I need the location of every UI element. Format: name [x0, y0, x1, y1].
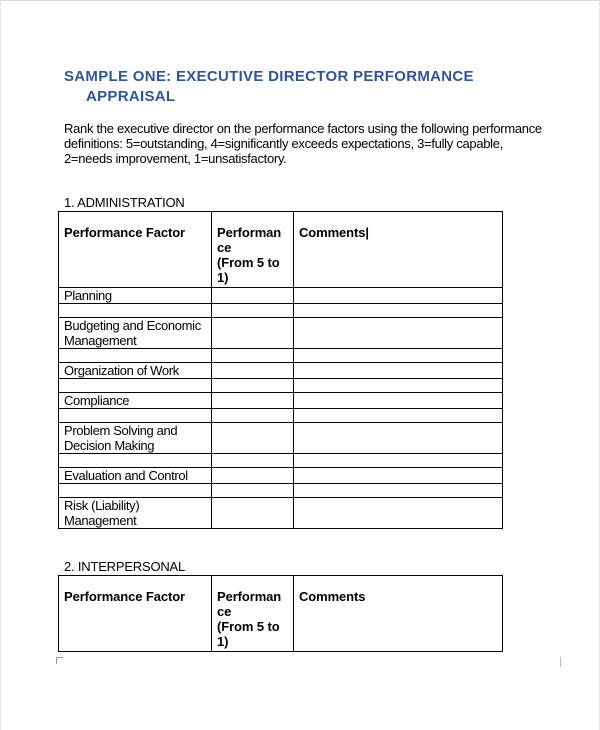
- header-comments: Comments|: [294, 212, 503, 288]
- rating-cell[interactable]: [212, 363, 294, 379]
- rating-cell[interactable]: [212, 409, 294, 423]
- document-title: [64, 67, 534, 107]
- rating-cell[interactable]: [212, 393, 294, 409]
- header-text: Performan: [217, 225, 282, 240]
- comments-cell[interactable]: [294, 409, 503, 423]
- factor-text: Risk (Liability): [64, 498, 140, 513]
- factor-label: Evaluation and Control: [59, 468, 212, 484]
- header-comments: Comments: [294, 576, 503, 652]
- comments-cell[interactable]: [294, 304, 503, 318]
- intro-paragraph: [64, 121, 564, 166]
- table-row: [59, 454, 503, 468]
- table-row: [59, 288, 503, 304]
- empty-cell: [59, 379, 212, 393]
- header-text: 1): [217, 270, 229, 285]
- rating-cell[interactable]: [212, 454, 294, 468]
- rating-cell[interactable]: [212, 304, 294, 318]
- intro-line: 2=needs improvement, 1=unsatisfactory.: [64, 151, 287, 166]
- rating-cell[interactable]: [212, 379, 294, 393]
- intro-line: Rank the executive director on the performance factors using the following performance: [64, 121, 542, 136]
- rating-cell[interactable]: [212, 288, 294, 304]
- factor-text: Decision Making: [64, 438, 155, 453]
- table-row: [59, 484, 503, 498]
- comments-cell[interactable]: [294, 379, 503, 393]
- factor-text: Management: [64, 333, 137, 348]
- table-row: [59, 498, 503, 529]
- factor-label: [59, 318, 212, 349]
- comments-cell[interactable]: [294, 363, 503, 379]
- table-row: [59, 349, 503, 363]
- page-edge: [0, 0, 1, 730]
- table-row: [59, 318, 503, 349]
- intro-line: definitions: 5=outstanding, 4=significantly exceeds expectations, 3=fully capable,: [64, 136, 504, 151]
- section-heading-interpersonal: 2. INTERPERSONAL: [64, 559, 186, 574]
- title-line-2: APPRAISAL: [86, 88, 176, 105]
- rating-cell[interactable]: [212, 498, 294, 529]
- header-text: ce: [217, 604, 232, 619]
- empty-cell: [59, 349, 212, 363]
- page-edge: [0, 0, 600, 1]
- empty-cell: [59, 304, 212, 318]
- administration-table: [58, 211, 503, 529]
- factor-text: Budgeting and Economic: [64, 318, 201, 333]
- header-performance-rating: [212, 212, 294, 288]
- table-row: [59, 304, 503, 318]
- header-text: ce: [217, 240, 232, 255]
- empty-cell: [59, 409, 212, 423]
- comments-cell[interactable]: [294, 423, 503, 454]
- header-text: (From 5 to: [217, 255, 280, 270]
- rating-cell[interactable]: [212, 423, 294, 454]
- rating-cell[interactable]: [212, 349, 294, 363]
- header-text: 1): [217, 634, 229, 649]
- table-header-row: [59, 212, 503, 288]
- rating-cell[interactable]: [212, 484, 294, 498]
- table-row: [59, 423, 503, 454]
- table-header-row: [59, 576, 503, 652]
- comments-cell[interactable]: [294, 484, 503, 498]
- empty-cell: [59, 484, 212, 498]
- comments-cell[interactable]: [294, 349, 503, 363]
- factor-text: Problem Solving and: [64, 423, 178, 438]
- table-row: [59, 379, 503, 393]
- comments-cell[interactable]: [294, 393, 503, 409]
- title-line-1: SAMPLE ONE: EXECUTIVE DIRECTOR PERFORMANCE: [64, 68, 474, 85]
- table-row: [59, 468, 503, 484]
- factor-label: [59, 423, 212, 454]
- header-text: Performan: [217, 589, 282, 604]
- factor-label: Planning: [59, 288, 212, 304]
- factor-label: Organization of Work: [59, 363, 212, 379]
- page-margin-marker: [56, 657, 63, 664]
- header-performance-rating: [212, 576, 294, 652]
- header-performance-factor: Performance Factor: [59, 212, 212, 288]
- comments-cell[interactable]: [294, 288, 503, 304]
- comments-cell[interactable]: [294, 468, 503, 484]
- factor-label: [59, 498, 212, 529]
- comments-cell[interactable]: [294, 318, 503, 349]
- factor-label: Compliance: [59, 393, 212, 409]
- table-row: [59, 393, 503, 409]
- comments-cell[interactable]: [294, 498, 503, 529]
- interpersonal-table: [58, 575, 503, 652]
- table-row: [59, 409, 503, 423]
- table-row: [59, 363, 503, 379]
- header-performance-factor: Performance Factor: [59, 576, 212, 652]
- empty-cell: [59, 454, 212, 468]
- factor-text: Management: [64, 513, 137, 528]
- rating-cell[interactable]: [212, 468, 294, 484]
- page-margin-marker: [560, 657, 567, 667]
- rating-cell[interactable]: [212, 318, 294, 349]
- comments-cell[interactable]: [294, 454, 503, 468]
- section-heading-administration: 1. ADMINISTRATION: [64, 195, 185, 210]
- header-text: (From 5 to: [217, 619, 280, 634]
